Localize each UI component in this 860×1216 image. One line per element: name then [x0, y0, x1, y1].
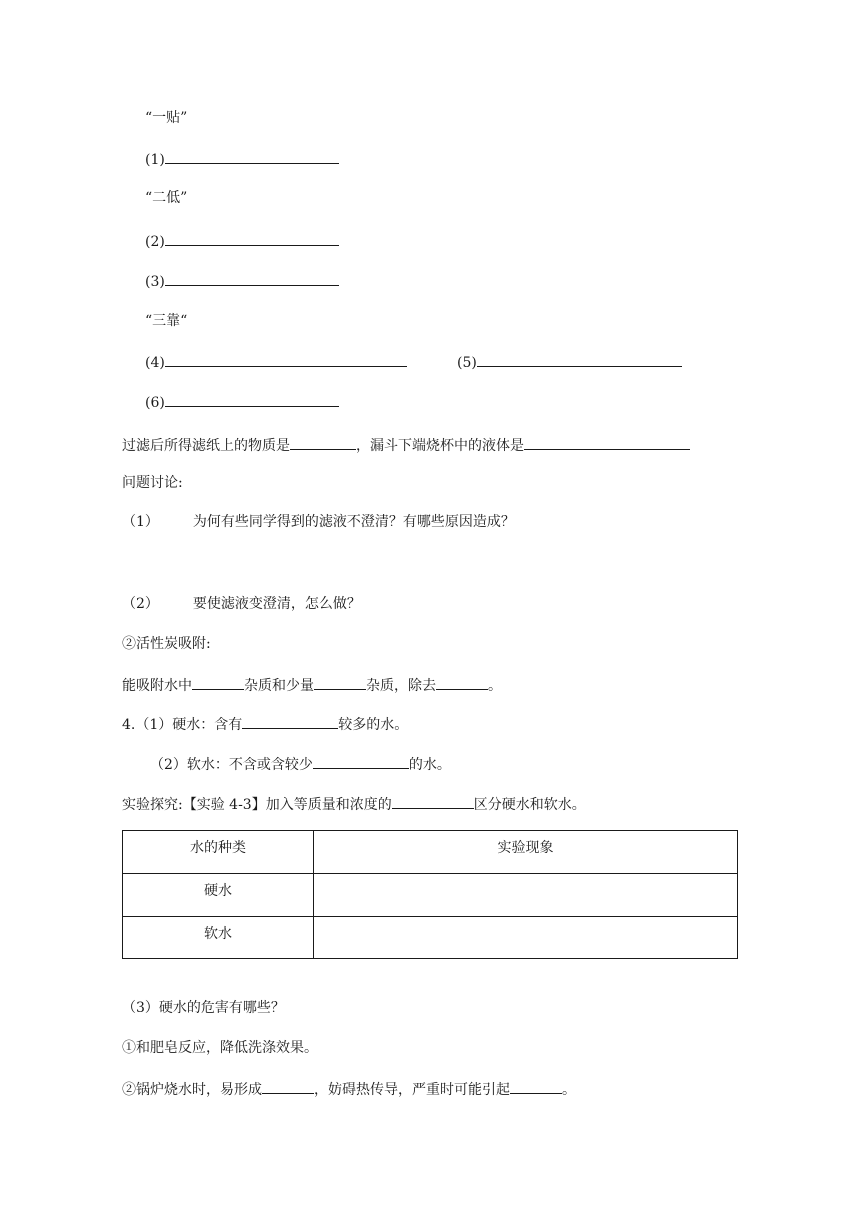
beaker-liquid-blank [524, 434, 690, 450]
filter-paper-text: 过滤后所得滤纸上的物质是 [122, 438, 290, 454]
soft-water-blank [313, 753, 409, 769]
carbon-text-c: 杂质，除去 [366, 678, 436, 694]
table-header-row [123, 831, 738, 874]
filter-paper-blank [290, 434, 356, 450]
carbon-blank-1 [192, 674, 244, 690]
item-4 [145, 351, 407, 373]
cell-hard-water: 硬水 [123, 874, 314, 917]
hard-water-text-b: 较多的水。 [338, 717, 409, 733]
item-1 [145, 148, 339, 170]
harm-question: （3）硬水的危害有哪些？ [122, 1000, 285, 1016]
question-1 [122, 512, 515, 532]
cell-hard-water-phenomenon [314, 874, 738, 917]
harm-item-2-text-b: ，妨碍热传导，严重时可能引起 [314, 1082, 510, 1098]
hard-water-line [122, 713, 408, 735]
carbon-blank-3 [436, 674, 488, 690]
item-6-number: (6) [145, 395, 165, 411]
experiment-text-a: 实验探究:【实验 4-3】加入等质量和浓度的 [122, 797, 392, 813]
yi-tie-heading: “一贴” [145, 110, 188, 126]
item-5-blank [477, 351, 682, 367]
soft-water-text-a: （2）软水：不含或含较少 [150, 757, 313, 773]
hard-water-blank [242, 713, 338, 729]
scale-blank [262, 1078, 314, 1094]
header-phenomenon: 实验现象 [314, 831, 738, 874]
table-row [123, 917, 738, 959]
item-1-number: (1) [145, 152, 165, 168]
item-5 [457, 351, 682, 373]
harm-item-1: ①和肥皂反应，降低洗涤效果。 [122, 1040, 318, 1056]
item-3-blank [165, 270, 339, 286]
item-4-blank [165, 351, 407, 367]
discussion-title: 问题讨论: [122, 475, 183, 491]
carbon-text-b: 杂质和少量 [244, 678, 314, 694]
hard-water-text-a: 4.（1）硬水：含有 [122, 717, 243, 733]
experiment-line [122, 793, 586, 815]
item-6-blank [165, 391, 339, 407]
question-1-number: （1） [122, 514, 159, 530]
carbon-text-d: 。 [488, 678, 502, 694]
harm-item-2-text-a: ②锅炉烧水时，易形成 [122, 1082, 262, 1098]
item-2 [145, 230, 339, 252]
carbon-title: ②活性炭吸附: [122, 636, 211, 652]
item-5-number: (5) [457, 355, 477, 371]
er-di-heading: “二低” [145, 190, 188, 206]
item-6 [145, 391, 339, 413]
carbon-text-a: 能吸附水中 [122, 678, 192, 694]
carbon-blank-2 [314, 674, 366, 690]
item-2-blank [165, 230, 339, 246]
question-1-text: 为何有些同学得到的滤液不澄清？有哪些原因造成？ [192, 514, 515, 530]
harm-item-2 [122, 1078, 576, 1100]
san-kao-heading: “三靠“ [145, 313, 188, 329]
question-2-number: （2） [122, 596, 159, 612]
experiment-text-b: 区分硬水和软水。 [473, 797, 586, 813]
soft-water-text-b: 的水。 [408, 757, 451, 773]
filtration-result [122, 434, 690, 456]
experiment-blank [392, 793, 474, 809]
item-3-number: (3) [145, 274, 165, 290]
item-3 [145, 270, 339, 292]
danger-blank [510, 1078, 562, 1094]
item-4-number: (4) [145, 355, 165, 371]
carbon-line [122, 674, 502, 696]
cell-soft-water: 软水 [123, 917, 314, 959]
question-2-text: 要使滤液变澄清，怎么做？ [192, 596, 361, 612]
item-1-blank [165, 148, 339, 164]
soft-water-line [150, 753, 451, 775]
harm-item-2-text-c: 。 [562, 1082, 576, 1098]
header-water-type: 水的种类 [123, 831, 314, 874]
cell-soft-water-phenomenon [314, 917, 738, 959]
table-row [123, 874, 738, 917]
beaker-liquid-text: ，漏斗下端烧杯中的液体是 [356, 438, 524, 454]
question-2 [122, 594, 361, 614]
item-2-number: (2) [145, 234, 165, 250]
experiment-table [122, 830, 738, 959]
